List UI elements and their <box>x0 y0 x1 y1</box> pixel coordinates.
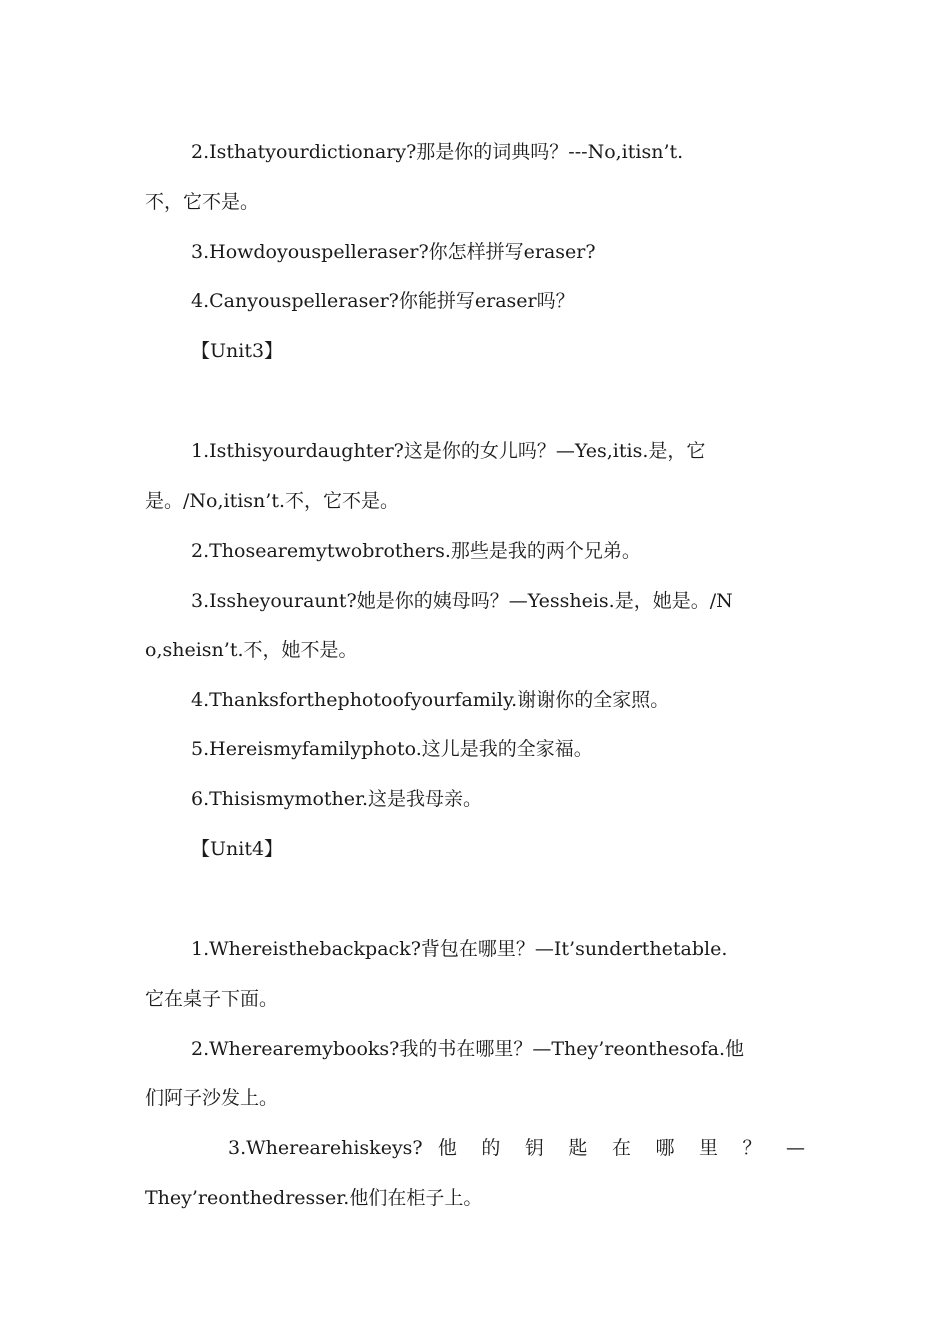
text-line-18: 们阿子沙发上。 <box>145 1087 279 1109</box>
text-line-9: 3.Issheyouraunt?她是你的姨母吗？—Yessheis.是，她是。/N <box>191 590 733 612</box>
text-line-19: 3.Wherearehiskeys? 他 的 钥 匙 在 哪 里 ？ — <box>228 1137 805 1159</box>
text-line-10: o,sheisn’t.不，她不是。 <box>145 639 358 661</box>
text-line-20: They’reonthedresser.他们在柜子上。 <box>145 1187 483 1209</box>
text-line-13: 6.Thisismymother.这是我母亲。 <box>191 788 483 810</box>
text-line-11: 4.Thanksforthephotoofyourfamily.谢谢你的全家照。 <box>191 689 670 711</box>
text-line-16: 它在桌子下面。 <box>145 988 279 1010</box>
unit4-heading: 【Unit4】 <box>191 838 284 860</box>
unit3-heading: 【Unit3】 <box>191 340 284 362</box>
text-line-12: 5.Hereismyfamilyphoto.这儿是我的全家福。 <box>191 738 593 760</box>
text-line-3: 3.Howdoyouspelleraser?你怎样拼写eraser? <box>191 241 596 263</box>
text-line-6: 1.Isthisyourdaughter?这是你的女儿吗？—Yes,itis.是，它 <box>191 440 706 462</box>
text-line-4: 4.Canyouspelleraser?你能拼写eraser吗？ <box>191 290 575 312</box>
text-line-2: 不，它不是。 <box>145 191 260 213</box>
text-line-7: 是。/No,itisn’t.不，它不是。 <box>145 490 399 512</box>
text-line-15: 1.Whereisthebackpack?背包在哪里？—It’sunderthetable. <box>191 938 728 960</box>
text-line-8: 2.Thosearemytwobrothers.那些是我的两个兄弟。 <box>191 540 641 562</box>
text-line-1: 2.Isthatyourdictionary?那是你的词典吗？---No,itisn’t. <box>191 141 684 163</box>
text-line-17: 2.Wherearemybooks?我的书在哪里？—They’reonthesofa.他 <box>191 1038 744 1060</box>
